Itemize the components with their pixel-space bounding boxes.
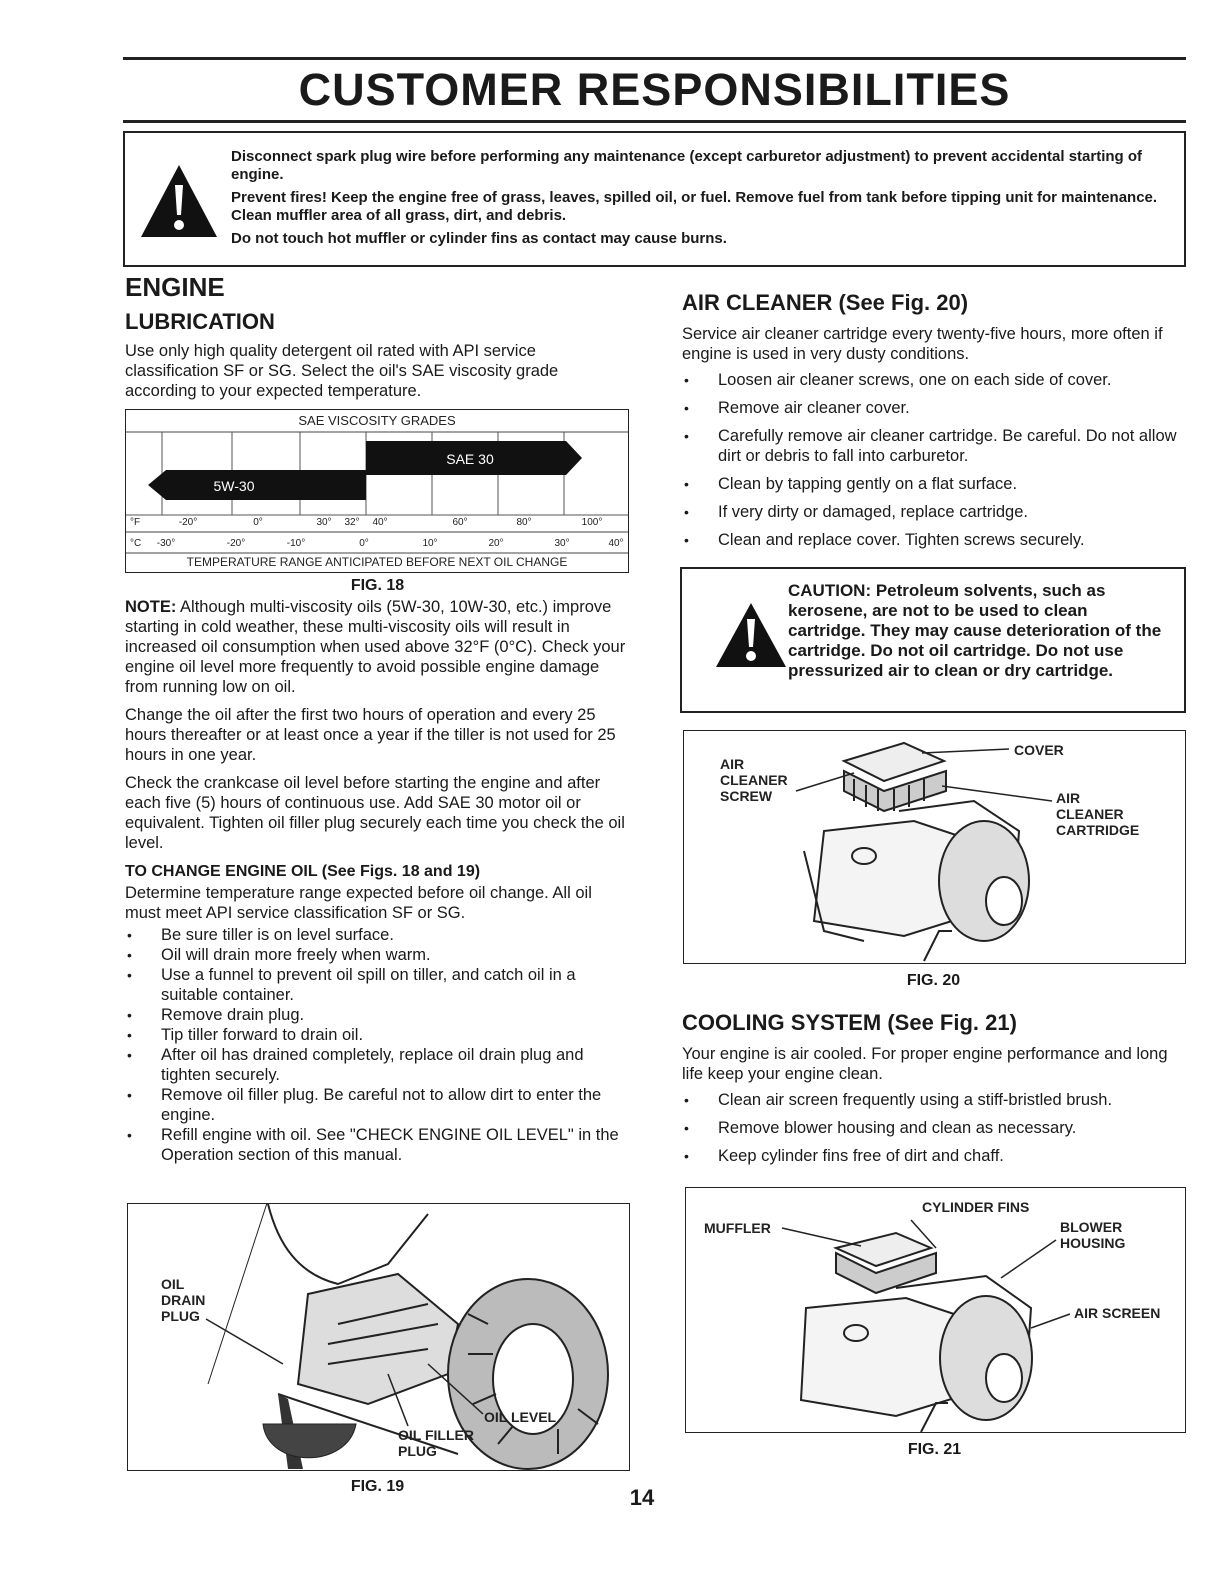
oil-check-paragraph: Check the crankcase oil level before starting the engine and after each five (5) hours of continuous use. Add SAE 30 motor oil or equivalent. Tighten oil filler plug securely each time you check the oil level.: [125, 774, 625, 852]
fig20-illustration: [684, 731, 1185, 963]
blower-housing-label: BLOWER HOUSING: [1060, 1219, 1126, 1251]
list-item: • Tip tiller forward to drain oil.: [125, 1025, 630, 1045]
top-rule: [123, 57, 1186, 60]
f-tick: 0°: [253, 517, 263, 528]
fig21-caption: FIG. 21: [907, 1441, 962, 1458]
oil-change-interval: Change the oil after the first two hours of operation and every 25 hours thereafter or at least once a year if the tiller is not used for 25 hours in one year.: [125, 706, 616, 764]
sae30-label: SAE 30: [446, 451, 494, 467]
air-cleaner-steps: [682, 370, 1184, 550]
fig20-caption: FIG. 20: [906, 972, 961, 989]
list-item: • Be sure tiller is on level surface.: [125, 925, 630, 945]
f-tick: -20°: [178, 517, 198, 528]
caution-text: CAUTION: Petroleum solvents, such as kerosene, are not to be used to clean cartridge. They may cause deterioration of the cartridge. Do not oil cartridge. Do not use pressurized air to clean or dry cartridge.: [788, 581, 1162, 680]
5w30-bar: [148, 470, 366, 500]
oil-level-label: OIL LEVEL: [484, 1409, 557, 1425]
fig19-caption: FIG. 19: [350, 1478, 405, 1495]
fig21-frame: [685, 1187, 1186, 1433]
warning-text: [231, 148, 1171, 253]
c-tick: -20°: [226, 538, 246, 549]
c-tick: 20°: [488, 538, 504, 549]
lubrication-intro: Use only high quality detergent oil rated with API service classification SF or SG. Select the oil's SAE viscosity grade according to your expected temperature.: [125, 342, 559, 400]
list-item: • After oil has drained completely, replace oil drain plug and tighten securely.: [125, 1045, 630, 1085]
fig19-frame: [127, 1203, 630, 1471]
safety-warning-box: [123, 131, 1186, 267]
air-cleaner-cartridge-label: AIR CLEANER CARTRIDGE: [1056, 790, 1140, 838]
change-oil-heading: TO CHANGE ENGINE OIL (See Figs. 18 and 19): [125, 863, 481, 880]
fig19-illustration: [128, 1204, 629, 1470]
viscosity-chart-svg: [126, 410, 628, 572]
c-tick: -30°: [156, 538, 176, 549]
c-tick: -10°: [286, 538, 306, 549]
caution-box: [680, 567, 1186, 713]
list-item: • Loosen air cleaner screws, one on each side of cover.: [682, 370, 1184, 390]
note-paragraph: [125, 597, 630, 697]
change-oil-intro: Determine temperature range expected before oil change. All oil must meet API service classification SF or SG.: [125, 884, 592, 922]
caution-triangle-icon: [714, 601, 788, 669]
f-tick: 40°: [372, 517, 388, 528]
change-oil-steps: [125, 925, 630, 1165]
cooling-heading: COOLING SYSTEM (See Fig. 21): [682, 1010, 1017, 1035]
warning-line-spark-plug: Disconnect spark plug wire before performing any maintenance (except carburetor adjustment) to prevent accidental starting of engine.: [231, 148, 1143, 183]
warning-line-fires: Prevent fires! Keep the engine free of grass, leaves, spilled oil, or fuel. Remove fuel from tank before tipping unit for maintenance. Clean muffler area of all grass, dirt, and debris.: [231, 189, 1158, 224]
c-tick: 40°: [608, 538, 624, 549]
lubrication-heading: LUBRICATION: [125, 309, 275, 334]
cooling-intro: Your engine is air cooled. For proper engine performance and long life keep your engine clean.: [682, 1045, 1168, 1083]
f-tick: 100°: [581, 517, 603, 528]
c-tick: 30°: [554, 538, 570, 549]
list-item: • Keep cylinder fins free of dirt and chaff.: [682, 1146, 1186, 1166]
viscosity-chart: [125, 409, 629, 573]
air-cleaner-section: [682, 290, 1184, 550]
engine-heading: ENGINE: [125, 272, 225, 302]
fig20-frame: [683, 730, 1186, 964]
fig21-illustration: [686, 1188, 1185, 1432]
oil-filler-plug-label: OIL FILLER PLUG: [398, 1427, 474, 1459]
chart-title: SAE VISCOSITY GRADES: [298, 413, 456, 428]
list-item: • Clean air screen frequently using a stiff-bristled brush.: [682, 1090, 1186, 1110]
note-label: NOTE:: [125, 598, 177, 616]
page-number: 14: [629, 1485, 655, 1510]
fig18-caption: FIG. 18: [350, 577, 405, 594]
list-item: • Use a funnel to prevent oil spill on tiller, and catch oil in a suitable container.: [125, 965, 630, 1005]
warning-triangle-icon: [139, 163, 219, 239]
list-item: • Remove drain plug.: [125, 1005, 630, 1025]
air-cleaner-screw-label: AIR CLEANER SCREW: [720, 756, 788, 804]
list-item: • Clean and replace cover. Tighten screws securely.: [682, 530, 1184, 550]
f-tick: 80°: [516, 517, 532, 528]
air-cleaner-heading: AIR CLEANER (See Fig. 20): [682, 290, 969, 315]
c-tick: 10°: [422, 538, 438, 549]
f-tick: 60°: [452, 517, 468, 528]
warning-line-burns: Do not touch hot muffler or cylinder fins as contact may cause burns.: [231, 230, 727, 247]
chart-footer: TEMPERATURE RANGE ANTICIPATED BEFORE NEXT OIL CHANGE: [186, 555, 568, 569]
fahrenheit-unit: °F: [130, 517, 141, 528]
list-item: • Oil will drain more freely when warm.: [125, 945, 630, 965]
list-item: • Clean by tapping gently on a flat surface.: [682, 474, 1184, 494]
list-item: • Remove air cleaner cover.: [682, 398, 1184, 418]
cooling-section: [682, 1010, 1186, 1166]
cylinder-fins-label: CYLINDER FINS: [922, 1199, 1030, 1215]
list-item: • Remove oil filler plug. Be careful not to allow dirt to enter the engine.: [125, 1085, 630, 1125]
c-tick: 0°: [359, 538, 369, 549]
list-item: • Carefully remove air cleaner cartridge. Be careful. Do not allow dirt or debris to fall into carburetor.: [682, 426, 1184, 466]
cover-label: COVER: [1014, 742, 1064, 758]
note-text: Although multi-viscosity oils (5W-30, 10W-30, etc.) improve starting in cold weather, these multi-viscosity oils will result in increased oil consumption when used above 32°F (0°C). Check your engine oil level more frequently to avoid possible engine damage from running low on oil.: [125, 598, 626, 696]
page-title: CUSTOMER RESPONSIBILITIES: [298, 64, 1011, 115]
engine-section: [125, 272, 630, 1165]
air-screen-label: AIR SCREEN: [1074, 1305, 1161, 1321]
f-tick: 30°: [316, 517, 332, 528]
cooling-steps: [682, 1090, 1186, 1166]
list-item: • If very dirty or damaged, replace cartridge.: [682, 502, 1184, 522]
air-cleaner-intro: Service air cleaner cartridge every twenty-five hours, more often if engine is used in very dusty conditions.: [682, 325, 1163, 363]
muffler-label: MUFFLER: [704, 1220, 771, 1236]
f-tick: 32°: [344, 517, 360, 528]
title-rule: [123, 120, 1186, 123]
oil-drain-plug-label: OIL DRAIN PLUG: [161, 1276, 206, 1324]
5w30-label: 5W-30: [213, 478, 255, 494]
list-item: • Remove blower housing and clean as necessary.: [682, 1118, 1186, 1138]
list-item: • Refill engine with oil. See "CHECK ENGINE OIL LEVEL" in the Operation section of this manual.: [125, 1125, 630, 1165]
celsius-unit: °C: [130, 538, 142, 549]
